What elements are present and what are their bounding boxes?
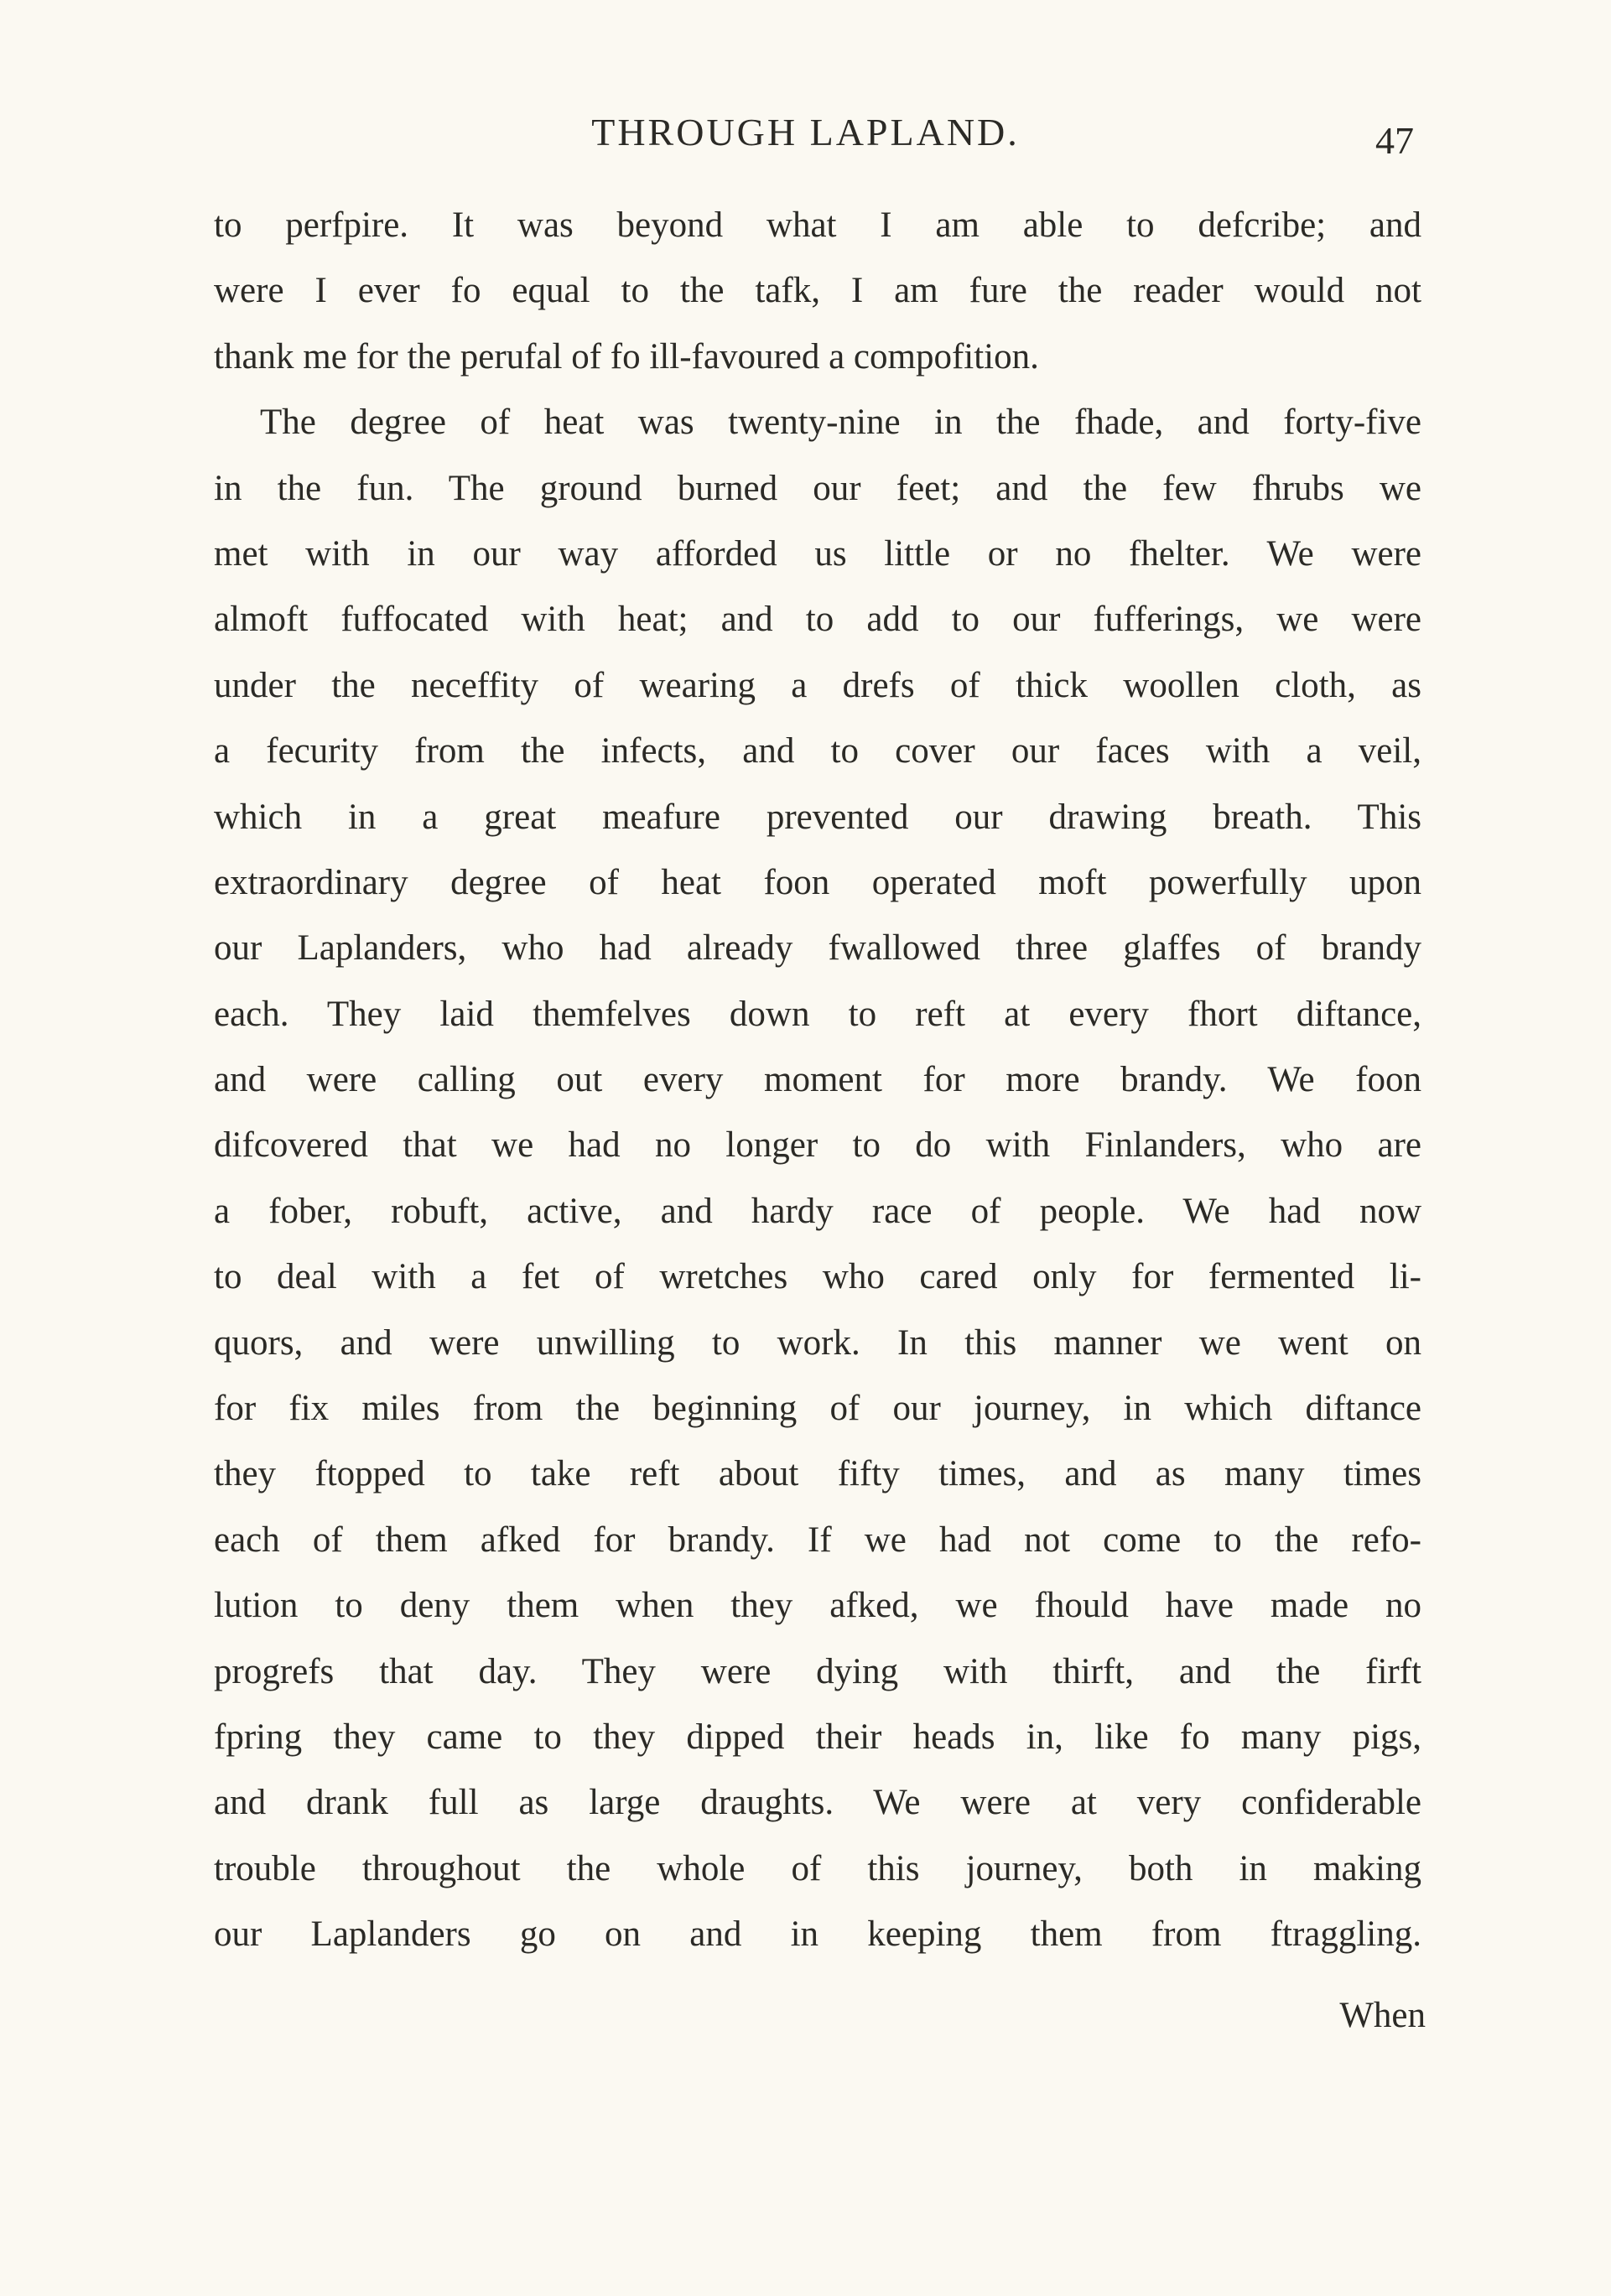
text-line: a fober, robuft, active, and hardy race of people. We had now	[214, 1191, 1421, 1231]
text-line: were I ever fo equal to the tafk, I am fure the reader would not	[214, 271, 1421, 311]
text-line: quors, and were unwilling to work. In this manner we went on	[214, 1322, 1421, 1363]
body-text	[214, 193, 1421, 1968]
text-line: under the neceffity of wearing a drefs of thick woollen cloth, as	[214, 665, 1421, 705]
text-line: lution to deny them when they afked, we fhould have made no	[214, 1586, 1421, 1626]
text-line: almoft fuffocated with heat; and to add to our fufferings, we were	[214, 600, 1421, 640]
text-line: they ftopped to take reft about fifty times, and as many times	[214, 1454, 1421, 1494]
text-line: to perfpire. It was beyond what I am able to defcribe; and	[214, 205, 1421, 245]
text-line: which in a great meafure prevented our drawing breath. This	[214, 797, 1421, 837]
running-head	[0, 107, 1611, 162]
text-line: in the fun. The ground burned our feet; and the few fhrubs we	[214, 468, 1421, 508]
text-line: a fecurity from the infects, and to cover our faces with a veil,	[214, 731, 1421, 771]
text-line: progrefs that day. They were dying with thirft, and the firft	[214, 1651, 1421, 1691]
catchword: When	[1339, 1996, 1426, 2035]
text-line: difcovered that we had no longer to do with Finlanders, who are	[214, 1125, 1421, 1166]
text-line: extraordinary degree of heat foon operated moft powerfully upon	[214, 862, 1421, 902]
text-line: met with in our way afforded us little or no fhelter. We were	[214, 533, 1421, 574]
text-line: fpring they came to they dipped their heads in, like fo many pigs,	[214, 1717, 1421, 1757]
running-title: THROUGH LAPLAND.	[591, 111, 1020, 153]
text-line: The degree of heat was twenty-nine in the fhade, and forty-five	[260, 403, 1421, 443]
text-line: trouble throughout the whole of this journey, both in making	[214, 1848, 1421, 1888]
text-line: and were calling out every moment for more brandy. We foon	[214, 1060, 1421, 1100]
text-line: each of them afked for brandy. If we had not come to the refo-	[214, 1519, 1421, 1560]
page-number: 47	[1375, 119, 1414, 162]
text-line: our Laplanders go on and in keeping them from ftraggling.	[214, 1914, 1421, 1955]
text-line: thank me for the perufal of fo ill-favoured a compofition.	[214, 336, 1039, 377]
text-line: each. They laid themfelves down to reft at every fhort diftance,	[214, 994, 1421, 1034]
text-line: and drank full as large draughts. We were at very confiderable	[214, 1783, 1421, 1823]
text-line: to deal with a fet of wretches who cared only for fermented li-	[214, 1257, 1421, 1297]
text-line: our Laplanders, who had already fwallowed three glaffes of brandy	[214, 928, 1421, 969]
text-line: for fix miles from the beginning of our journey, in which diftance	[214, 1389, 1421, 1429]
